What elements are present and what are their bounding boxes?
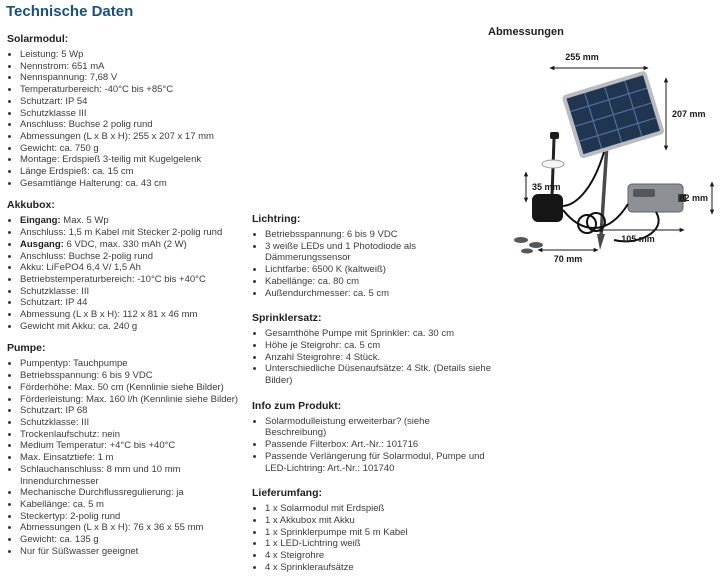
spec-list [7,358,253,557]
spec-item [265,527,492,539]
spec-item [265,264,492,276]
dim-box-height-label: 82 mm [679,193,708,203]
spec-item-text: Anzahl Steigrohre: 4 Stück. [265,351,381,363]
spec-item-text: Montage: Erdspieß 3-teilig mit Kugelgelenk [20,154,202,166]
spec-item-text: Nennstrom: 651 mA [20,60,105,72]
led-light-ring [542,160,564,168]
spec-item-text: Passende Filterbox: Art.-Nr.: 101716 [265,439,419,451]
spec-item [20,511,253,523]
solar-panel [564,73,662,157]
specs-column-left [7,33,253,567]
section-sprinklersatz [252,312,492,387]
spec-item-text: Abmessung (L x B x H): 112 x 81 x 46 mm [20,309,198,321]
spec-item [20,309,253,321]
spec-item [20,321,253,333]
spec-item [20,108,253,120]
spec-list [252,229,492,299]
spec-item-text: Betriebstemperaturbereich: -10°C bis +40°C [20,273,206,285]
page-title: Technische Daten [6,3,134,20]
spec-item-text: Temperaturbereich: -40°C bis +85°C [20,84,174,96]
spec-item [20,370,253,382]
dim-pump-height-label: 35 mm [532,182,561,192]
dimensions-figure-title: Abmessungen [488,26,564,38]
product-dimensions-image [486,44,720,304]
section-heading: Akkubox: [7,199,55,212]
spec-item [20,262,253,274]
spec-item-text: 1 x LED-Lichtring weiß [265,538,361,550]
spec-item-text: Abmessungen (L x B x H): 76 x 36 x 55 mm [20,522,204,534]
specs-column-middle [252,213,492,586]
spec-item-text: Max. Einsatztiefe: 1 m [20,452,114,464]
spec-list [252,416,492,475]
spec-item-text: Max. 5 Wp [60,215,109,227]
spec-item-text: 3 weiße LEDs und 1 Photodiode als Dämmerungssensor [265,240,417,264]
dim-box-width-label: 105 mm [621,234,655,244]
spec-item-bold: Ausgang: [20,238,64,250]
section-heading: Solarmodul: [7,33,69,45]
spec-item-text: Betriebsspannung: 6 bis 9 VDC [265,229,398,240]
spec-item [20,382,253,394]
spec-item [265,538,492,550]
spec-item-text: Betriebsspannung: 6 bis 9 VDC [20,370,153,382]
spec-item-text: Kabellänge: ca. 5 m [20,498,104,510]
section-heading: Lieferumfang: [252,487,323,500]
spec-list [252,328,492,387]
spec-item-text: Solarmodulleistung erweiterbar? (siehe Beschreibung) [265,415,430,439]
spec-item-text: Länge Erdspieß: ca. 15 cm [20,166,134,178]
spec-item [265,352,492,364]
spec-item [265,328,492,340]
spec-item [20,251,253,263]
spec-item-text: Medium Temperatur: +4°C bis +40°C [20,440,176,452]
section-heading: Info zum Produkt: [252,399,342,412]
spec-item [20,227,253,239]
spec-item-text: Höhe je Steigrohr: ca. 5 cm [265,339,381,351]
spec-item-text: Gewicht mit Akku: ca. 240 g [20,320,138,332]
spec-item-text: Pumpentyp: Tauchpumpe [20,358,128,370]
spec-item-text: 1 x Akkubox mit Akku [265,514,355,526]
spec-item-text: Trockenlaufschutz: nein [20,428,120,440]
spec-item [20,429,253,441]
spec-item [20,119,253,131]
spec-item-text: Schutzart: IP 44 [20,297,88,309]
section-solarmodul [7,33,253,189]
pump-with-sprinkler [532,132,564,222]
spec-list [7,215,253,332]
spec-item [265,416,492,439]
spec-item [265,562,492,574]
spec-item-text: Gewicht: ca. 135 g [20,534,99,546]
spec-item-text: Leistung: 5 Wp [20,49,84,60]
spec-item [20,358,253,370]
spec-item-text: 1 x Solarmodul mit Erdspieß [265,503,385,515]
spec-item [265,276,492,288]
spec-item [20,274,253,286]
spec-item-text: Lichtfarbe: 6500 K (kaltweiß) [265,264,386,276]
spec-item [20,166,253,178]
spec-item [20,487,253,499]
section-info-zum-produkt [252,400,492,475]
spec-item-bold: Eingang: [20,215,61,227]
spec-item-text: Anschluss: 1,5 m Kabel mit Stecker 2-polig rund [20,227,223,239]
spec-item-text: Gesamtlänge Halterung: ca. 43 cm [20,177,167,189]
section-heading: Pumpe: [7,342,46,355]
spec-item-text: Anschluss: Buchse 2-polig rund [20,250,154,262]
spec-item-text: Nur für Süßwasser geeignet [20,545,139,557]
sprinkler-nozzles [514,237,543,254]
spec-item-text: Förderhöhe: Max. 50 cm (Kennlinie siehe Bilder) [20,381,224,393]
spec-item-text: Förderleistung: Max. 160 l/h (Kennlinie siehe Bilder) [20,393,239,405]
spec-list [252,503,492,573]
spec-item [20,96,253,108]
spec-item-text: Steckertyp: 2-polig rund [20,510,121,522]
spec-item [265,451,492,474]
spec-item [265,340,492,352]
spec-list [7,49,253,189]
spec-item-text: Anschluss: Buchse 2 polig rund [20,119,153,131]
spec-item-text: Schutzklasse III [20,107,87,119]
spec-item-text: 6 VDC, max. 330 mAh (2 W) [63,238,187,250]
spec-item [20,178,253,190]
spec-item [20,61,253,73]
spec-item-text: Akku: LiFePO4 6,4 V/ 1,5 Ah [20,262,141,274]
dim-panel-width-label: 255 mm [565,52,599,62]
spec-item-text: Außendurchmesser: ca. 5 cm [265,287,390,299]
spec-item [20,440,253,452]
spec-item [265,288,492,300]
spec-item [20,297,253,309]
spec-item [265,363,492,386]
spec-item-text: Gesamthöhe Pumpe mit Sprinkler: ca. 30 cm [265,328,455,340]
spec-item-text: Nennspannung: 7,68 V [20,72,118,84]
spec-item-text: 4 x Steigrohre [265,550,325,562]
spec-item [265,515,492,527]
spec-item-text: Schutzklasse: III [20,416,90,428]
spec-item-text: Schutzart: IP 68 [20,405,88,417]
spec-item [20,522,253,534]
spec-item [20,452,253,464]
spec-item-text: Unterschiedliche Düsenaufsätze: 4 Stk. (Details siehe Bilder) [265,363,492,387]
spec-item-text: 1 x Sprinklerpumpe mit 5 m Kabel [265,526,408,538]
section-heading: Sprinklersatz: [252,312,322,325]
spec-item-text: Schutzart: IP 54 [20,95,88,107]
spec-item-text: Gewicht: ca. 750 g [20,142,99,154]
spec-item [20,154,253,166]
spec-item [20,499,253,511]
spec-item [20,464,253,487]
spec-item [20,405,253,417]
spec-item-text: 4 x Sprinkleraufsätze [265,561,354,573]
spec-item [265,229,492,241]
section-heading: Lichtring: [252,213,301,225]
section-lieferumfang [252,487,492,573]
spec-item [20,239,253,251]
section-pumpe [7,342,253,557]
spec-item-text: Schlauchanschluss: 8 mm und 10 mm Innendurchmesser [20,463,181,487]
dim-panel-height-label: 207 mm [672,109,706,119]
spec-item [20,215,253,227]
spec-item [20,84,253,96]
dim-pump-width-label: 70 mm [553,254,583,264]
section-akkubox [7,199,253,332]
spec-item [265,439,492,451]
spec-item [20,143,253,155]
spec-item [265,503,492,515]
spec-item-text: Kabellänge: ca. 80 cm [265,275,360,287]
spec-item [20,72,253,84]
spec-item [20,417,253,429]
spec-item [20,394,253,406]
spec-item [265,241,492,264]
spec-item [20,49,253,61]
spec-item [20,534,253,546]
spec-item [20,286,253,298]
section-lichtring [252,213,492,299]
spec-item-text: Schutzklasse: III [20,285,90,297]
spec-item-text: Passende Verlängerung für Solarmodul, Pumpe und LED-Lichtring: Art.-Nr.: 101740 [265,450,485,474]
spec-item [20,131,253,143]
spec-item-text: Abmessungen (L x B x H): 255 x 207 x 17 mm [20,130,214,142]
spec-item-text: Mechanische Durchflussregulierung: ja [20,487,184,499]
battery-box [628,184,686,212]
